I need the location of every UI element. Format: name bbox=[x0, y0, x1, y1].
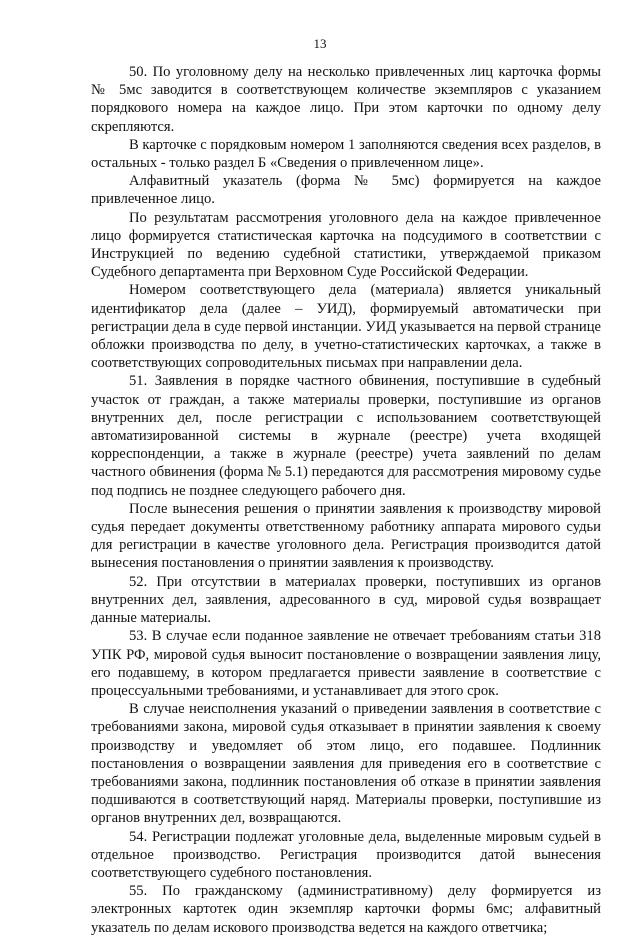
paragraph-uid: Номером соответствующего дела (материала) является уникальный идентификатор дела (далее – УИД), формируемый автоматически при регистрации дела в суде первой инстанции. УИД указывается на первой странице обложки производства по делу, в учетно-статистических карточках, а также в соответствующих сопроводительных письмах при направлении дела. bbox=[91, 282, 601, 372]
paragraph-card-number-1: В карточке с порядковым номером 1 заполняются сведения всех разделов, в остальных - только раздел Б «Сведения о привлеченном лице». bbox=[91, 136, 601, 172]
page-number: 13 bbox=[313, 36, 327, 51]
paragraph-after-decision: После вынесения решения о принятии заявления к производству мировой судья передает документы ответственному работнику аппарата мирового судьи для регистрации в качестве уголовного дела. Регистрация производится датой вынесения постановления о принятии заявления к производству. bbox=[91, 500, 601, 572]
paragraph-52: 52. При отсутствии в материалах проверки, поступивших из органов внутренних дел, заявления, адресованного в суд, мировой судья возвращает данные материалы. bbox=[91, 573, 601, 627]
paragraph-55: 55. По гражданскому (административному) делу формируется из электронных картотек один экземпляр карточки формы 6мс; алфавитный указатель по делам искового производства ведется на каждого ответчика; bbox=[91, 883, 601, 936]
paragraph-alphabetical-index: Алфавитный указатель (форма № 5мс) формируется на каждое привлеченное лицо. bbox=[91, 173, 601, 208]
paragraph-54: 54. Регистрации подлежат уголовные дела, выделенные мировым судьей в отдельное производство. Регистрация производится датой вынесения соответствующего судебного постановления. bbox=[91, 828, 601, 881]
paragraph-51: 51. Заявления в порядке частного обвинения, поступившие в судебный участок от граждан, а также материалы проверки, поступившие из органов внутренних дел, после регистрации с использованием соответствующей автоматизированной системы в журнале (реестре) учета входящей корреспонденции, а также в журнале (реестре) учета заявлений по делам частного обвинения (форма № 5.1) передаются для рассмотрения мировому судье под подпись не позднее следующего рабочего дня. bbox=[91, 373, 601, 499]
paragraph-non-compliance: В случае неисполнения указаний о приведении заявления в соответствие с требованиями закона, мировой судья отказывает в принятии заявления к своему производству и уведомляет об этом лицо, его подавшее. Подлинник постановления о возвращении заявления для приведения его в соответствие с требованиями закона, подлинник постановления об отказе в принятии заявления подшиваются в соответствующий наряд. Материалы проверки, поступившие из органов внутренних дел, возвращаются. bbox=[91, 701, 601, 827]
paragraph-50: 50. По уголовному делу на несколько привлеченных лиц карточка формы № 5мс заводится в соответствующем количестве экземпляров с указанием порядкового номера на каждое лицо. При этом карточки по одному делу скрепляются. bbox=[91, 64, 601, 135]
paragraph-53: 53. В случае если поданное заявление не отвечает требованиям статьи 318 УПК РФ, мировой судья выносит постановление о возвращении заявления лицу, его подавшему, в котором предлагается привести заявление в соответствие с процессуальными требованиями, и устанавливает для этого срок. bbox=[91, 628, 601, 699]
document-body bbox=[91, 63, 601, 937]
paragraph-statistical-card: По результатам рассмотрения уголовного дела на каждое привлеченное лицо формируется статистическая карточка на подсудимого в соответствии с Инструкцией по ведению судебной статистики, утверждаемой приказом Судебного департамента при Верховном Суде Российской Федерации. bbox=[91, 209, 601, 281]
